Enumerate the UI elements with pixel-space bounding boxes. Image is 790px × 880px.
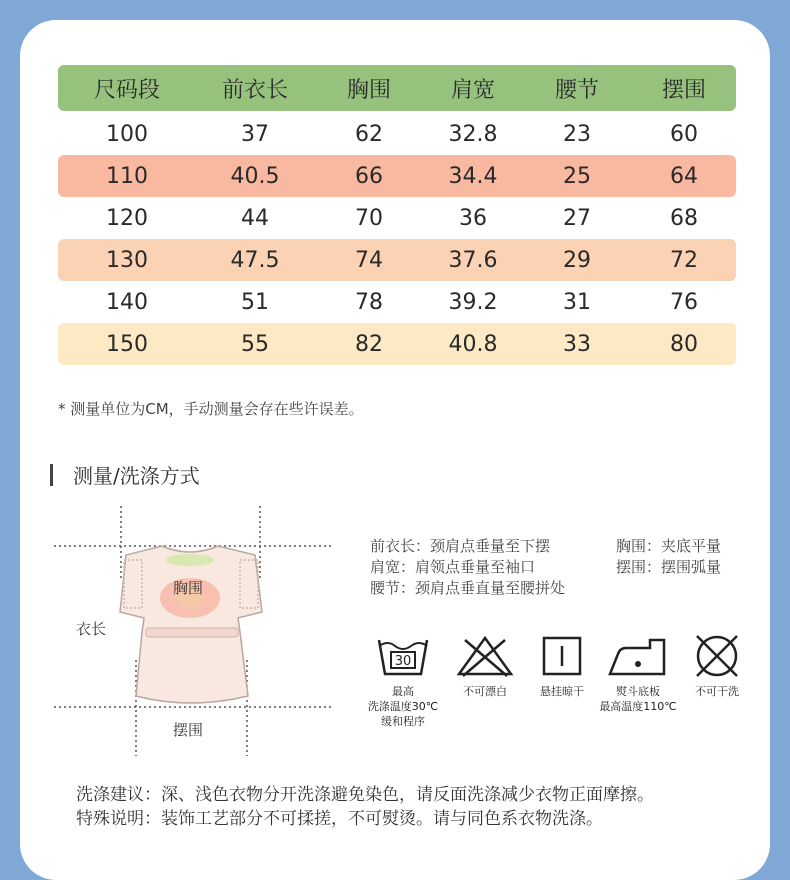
table-cell: 78 — [355, 289, 383, 315]
table-cell: 100 — [106, 121, 148, 147]
table-row — [58, 197, 736, 239]
length-label: 衣长 — [76, 620, 107, 638]
table-row — [58, 113, 736, 155]
care-label: 悬挂晾干 — [540, 685, 584, 698]
table-cell: 150 — [106, 331, 148, 357]
advice-line: 洗涤建议：深、浅色衣物分开洗涤避免染色，请反面洗涤减少衣物正面摩擦。 — [76, 785, 654, 805]
table-cell: 62 — [355, 121, 383, 147]
wash-30-icon — [373, 632, 433, 680]
table-header-row — [58, 65, 736, 111]
section-title-text: 测量/洗涤方式 — [73, 464, 200, 488]
table-cell: 70 — [355, 205, 383, 231]
header-chest: 胸围 — [346, 77, 391, 103]
table-cell: 40.5 — [230, 163, 280, 189]
table-cell: 140 — [106, 289, 148, 315]
care-label: 不可漂白 — [463, 685, 507, 698]
wash-temp-number: 30 — [394, 654, 412, 669]
table-cell: 37.6 — [448, 247, 498, 273]
iron-low-icon — [606, 632, 670, 680]
table-cell: 82 — [355, 331, 383, 357]
table-cell: 51 — [241, 289, 269, 315]
table-cell: 27 — [563, 205, 591, 231]
garment-figure — [50, 500, 340, 762]
table-cell: 55 — [241, 331, 269, 357]
measure-desc-line: 腰节：颈肩点垂直量至腰拼处 — [370, 579, 566, 597]
measure-desc-line: 肩宽：肩领点垂量至袖口 — [370, 558, 536, 576]
section-title — [50, 460, 200, 489]
table-cell: 74 — [355, 247, 383, 273]
table-cell: 60 — [670, 121, 698, 147]
line-dry-shade-icon — [532, 632, 592, 680]
header-waist: 腰节 — [554, 77, 599, 103]
table-cell: 110 — [106, 163, 148, 189]
care-instructions — [362, 632, 752, 742]
table-cell: 47.5 — [230, 247, 280, 273]
care-label: 最高温度110℃ — [599, 700, 677, 713]
care-label: 洗涤温度30℃ — [367, 700, 439, 713]
table-cell: 36 — [459, 205, 487, 231]
table-cell: 72 — [670, 247, 698, 273]
no-dry-clean-icon — [687, 632, 747, 680]
table-row — [58, 239, 736, 281]
care-bleach — [450, 632, 520, 699]
care-label: 不可干洗 — [695, 685, 739, 698]
care-label: 缓和程序 — [381, 715, 425, 728]
table-cell: 44 — [241, 205, 269, 231]
table-cell: 37 — [241, 121, 269, 147]
no-bleach-icon — [455, 632, 515, 680]
care-label: 最高 — [392, 685, 414, 698]
table-cell: 29 — [563, 247, 591, 273]
measure-desc-col1 — [370, 536, 565, 599]
header-hem: 摆围 — [661, 77, 706, 103]
care-advice — [76, 783, 654, 831]
table-cell: 66 — [355, 163, 383, 189]
measure-desc-line: 前衣长：颈肩点垂量至下摆 — [370, 537, 551, 555]
care-iron — [598, 632, 678, 714]
table-cell: 76 — [670, 289, 698, 315]
table-cell: 33 — [563, 331, 591, 357]
table-cell: 40.8 — [448, 331, 498, 357]
table-cell: 34.4 — [448, 163, 498, 189]
table-row — [58, 155, 736, 197]
table-cell: 120 — [106, 205, 148, 231]
table-cell: 39.2 — [448, 289, 498, 315]
care-label: 熨斗底板 — [616, 685, 660, 698]
size-table — [58, 65, 736, 365]
chest-label: 胸围 — [173, 579, 204, 597]
table-cell: 68 — [670, 205, 698, 231]
header-size: 尺码段 — [93, 77, 160, 103]
measure-desc-line: 摆围：摆围弧量 — [616, 558, 722, 576]
measure-desc-col2 — [616, 536, 721, 578]
header-shoulder: 肩宽 — [450, 77, 495, 103]
table-cell: 130 — [106, 247, 148, 273]
table-cell: 25 — [563, 163, 591, 189]
table-cell: 80 — [670, 331, 698, 357]
care-dry — [527, 632, 597, 699]
table-row — [58, 281, 736, 323]
table-cell: 31 — [563, 289, 591, 315]
measurement-note: * 测量单位为CM，手动测量会存在些许误差。 — [58, 400, 364, 418]
measure-desc-line: 胸围：夹底平量 — [616, 537, 722, 555]
care-wash — [362, 632, 444, 729]
table-cell: 23 — [563, 121, 591, 147]
table-cell: 32.8 — [448, 121, 498, 147]
care-dryclean — [682, 632, 752, 699]
hem-label: 摆围 — [173, 721, 204, 739]
table-row — [58, 323, 736, 365]
section-title-bar — [50, 464, 53, 486]
table-cell: 64 — [670, 163, 698, 189]
header-front-length: 前衣长 — [221, 77, 288, 103]
advice-line: 特殊说明：装饰工艺部分不可揉搓，不可熨烫。请与同色系衣物洗涤。 — [76, 809, 603, 829]
